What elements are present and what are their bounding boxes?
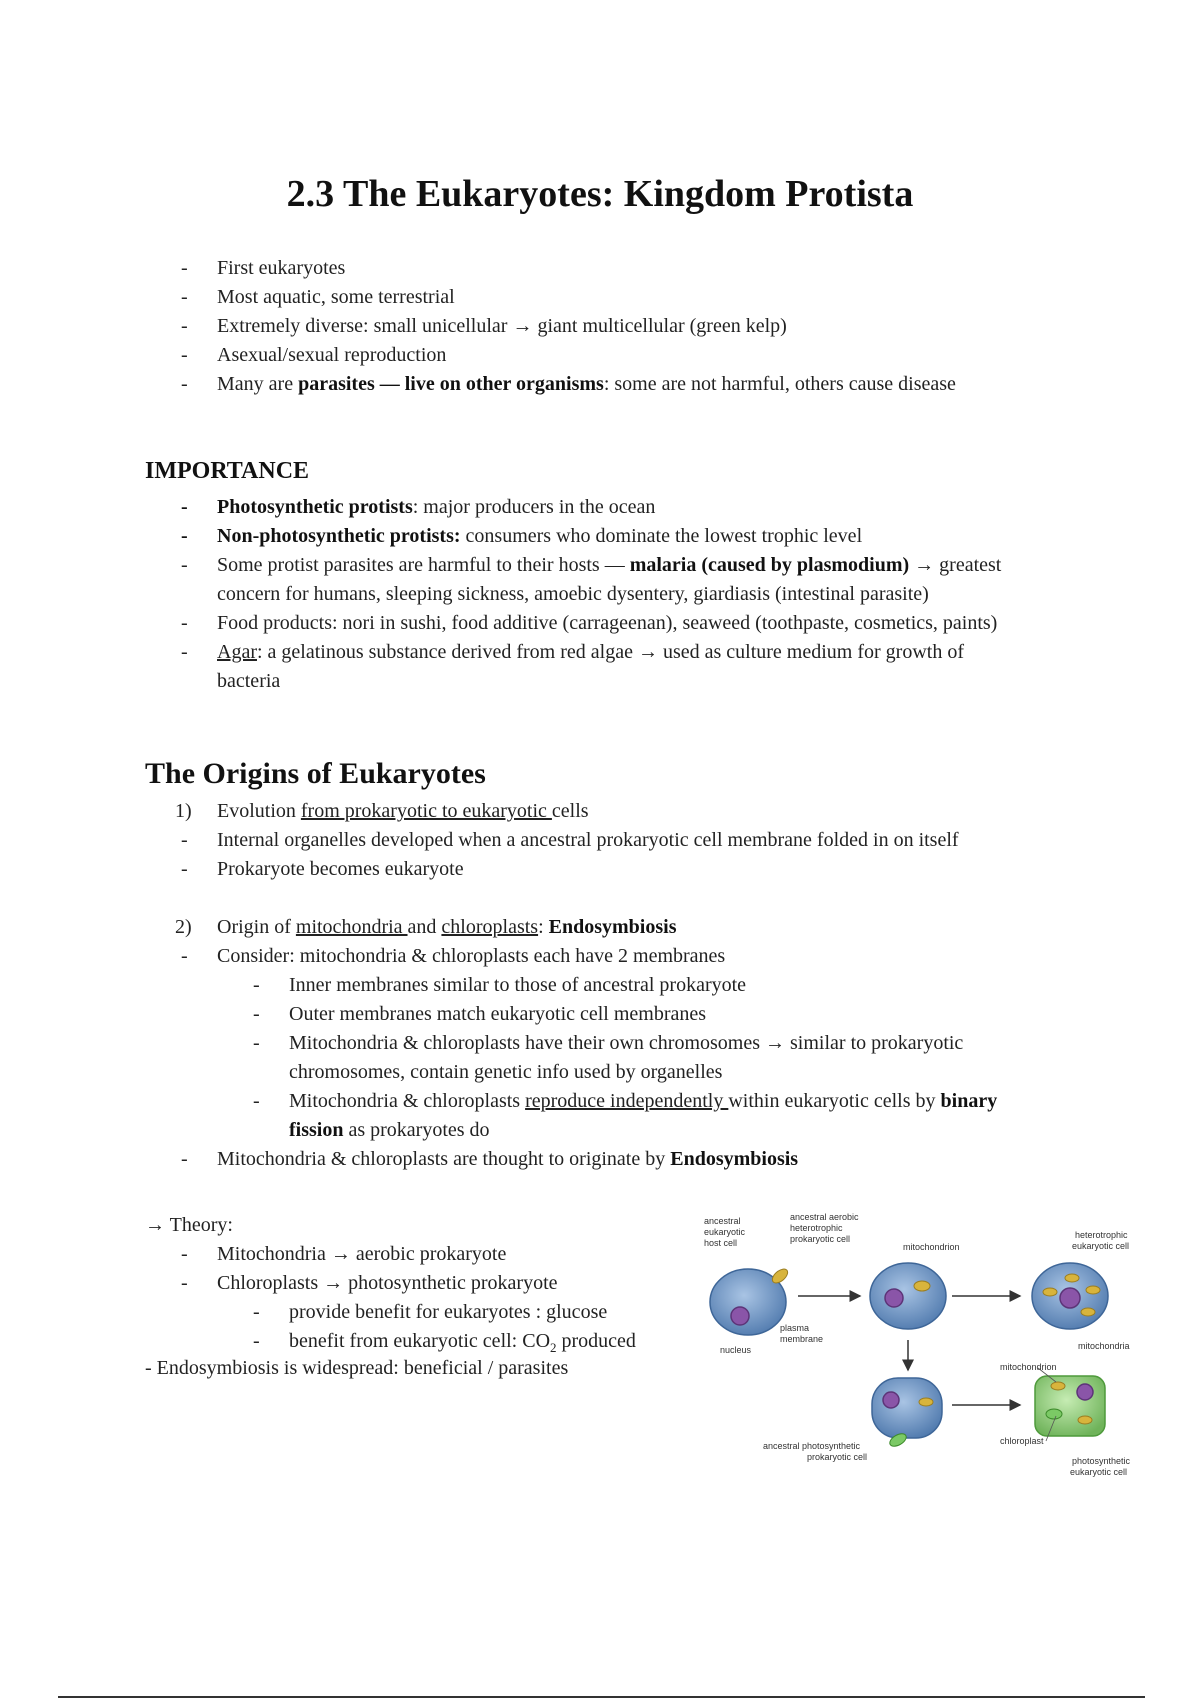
endosymbiosis-diagram — [700, 1210, 1150, 1495]
svg-text:host cell: host cell — [704, 1238, 738, 1248]
label-heterotrophic: heterotrophic — [1075, 1230, 1128, 1240]
list-item: - First eukaryotes — [181, 257, 346, 279]
heterotrophic-cell — [1032, 1263, 1108, 1329]
list-item: - Food products: nori in sushi, food additive (carrageenan), seaweed (toothpaste, cosmetics, paints) — [181, 612, 998, 634]
list-item: - Outer membranes match eukaryotic cell membranes — [253, 1003, 707, 1025]
host-cell — [710, 1266, 790, 1335]
origins-heading: The Origins of Eukaryotes — [145, 757, 486, 790]
label-aerobic: ancestral aerobic — [790, 1212, 859, 1222]
page-title: 2.3 The Eukaryotes: Kingdom Protista — [286, 173, 914, 215]
origins-list — [145, 797, 1105, 1174]
importance-heading: IMPORTANCE — [145, 458, 310, 484]
label-ancestral-photosynthetic: ancestral photosynthetic — [763, 1441, 861, 1451]
list-item: - Consider: mitochondria & chloroplasts each have 2 membranes - Inner membranes similar to those of ancestral prokaryote - Outer membranes match eukaryotic cell membranes - Mitochondria & chloroplasts have their own chromosomes → similar to prokaryotic chromosomes, contain genetic info used by organelles - Mitochondria & chloroplasts reproduce independently within eukaryotic cells by binary fission as prokaryotes do — [145, 942, 1105, 1145]
label-chloroplast: chloroplast — [1000, 1436, 1044, 1446]
list-item: - Non-photosynthetic protists: consumers who dominate the lowest trophic level — [181, 525, 863, 547]
list-item: 2) Origin of mitochondria and chloroplasts: Endosymbiosis — [175, 916, 677, 938]
list-item: - Prokaryote becomes eukaryote — [181, 858, 464, 880]
list-item: 1) Evolution from prokaryotic to eukaryotic cells — [175, 800, 589, 822]
label-host: ancestral — [704, 1216, 741, 1226]
list-item: - Inner membranes similar to those of ancestral prokaryote — [253, 974, 747, 996]
list-item: - Extremely diverse: small unicellular → giant multicellular (green kelp) — [181, 315, 787, 337]
label-mitochondrion: mitochondrion — [903, 1242, 960, 1252]
spacer — [145, 884, 1105, 913]
svg-text:heterotrophic: heterotrophic — [790, 1223, 843, 1233]
list-item: - Mitochondria & chloroplasts have their own chromosomes → similar to prokaryotic chromosomes, contain genetic info used by organelles — [253, 1032, 964, 1083]
cell-engulfing-photosynthetic — [872, 1378, 942, 1449]
cell-with-mitochondrion — [870, 1263, 946, 1329]
svg-text:eukaryotic: eukaryotic — [704, 1227, 746, 1237]
list-item: - provide benefit for eukaryotes : glucose — [253, 1301, 608, 1323]
list-item: - Chloroplasts → photosynthetic prokaryote — [181, 1272, 558, 1294]
intro-list — [145, 254, 1105, 399]
footer-rule — [58, 1696, 1145, 1698]
list-item: - Mitochondria → aerobic prokaryote — [181, 1243, 507, 1265]
label-nucleus: nucleus — [720, 1345, 752, 1355]
label-photosynthetic: photosynthetic — [1072, 1456, 1131, 1466]
list-item: - benefit from eukaryotic cell: $CO_2$ produced — [253, 1330, 636, 1355]
svg-text:eukaryotic cell: eukaryotic cell — [1072, 1241, 1130, 1251]
theory-label: → Theory: — [145, 1214, 233, 1236]
svg-text:prokaryotic cell: prokaryotic cell — [807, 1452, 868, 1462]
sub-list — [217, 971, 1105, 1145]
label-mitochondria: mitochondria — [1078, 1341, 1130, 1351]
svg-text:membrane: membrane — [780, 1334, 824, 1344]
photosynthetic-cell — [1035, 1376, 1105, 1436]
label-plasma: plasma — [780, 1323, 810, 1333]
list-item: - Some protist parasites are harmful to their hosts — malaria (caused by plasmodium) → greatest concern for humans, sleeping sickness, amoebic dysentery, giardiasis (intestinal parasite) — [181, 554, 1002, 605]
list-item: - Agar: a gelatinous substance derived from red algae → used as culture medium for growth of bacteria — [181, 641, 964, 692]
svg-text:prokaryotic cell: prokaryotic cell — [790, 1234, 851, 1244]
endosymbiosis-note: - Endosymbiosis is widespread: beneficial / parasites — [145, 1357, 569, 1379]
label-mitochondrion-2: mitochondrion — [1000, 1362, 1057, 1372]
svg-text:eukaryotic cell: eukaryotic cell — [1070, 1467, 1128, 1477]
theory-block — [145, 1211, 636, 1362]
importance-list — [145, 493, 1105, 696]
list-item: - Mitochondria & chloroplasts reproduce independently within eukaryotic cells by binary fission as prokaryotes do — [253, 1090, 998, 1141]
list-item: - Mitochondria & chloroplasts are thought to originate by Endosymbiosis — [181, 1148, 799, 1170]
list-item: - Internal organelles developed when a ancestral prokaryotic cell membrane folded in on itself — [181, 829, 959, 851]
list-item: - Most aquatic, some terrestrial — [181, 286, 455, 308]
list-item: - Many are parasites — live on other organisms: some are not harmful, others cause disease — [181, 373, 956, 395]
list-item: - Photosynthetic protists: major producers in the ocean — [181, 496, 656, 518]
list-item: - Asexual/sexual reproduction — [181, 344, 447, 366]
